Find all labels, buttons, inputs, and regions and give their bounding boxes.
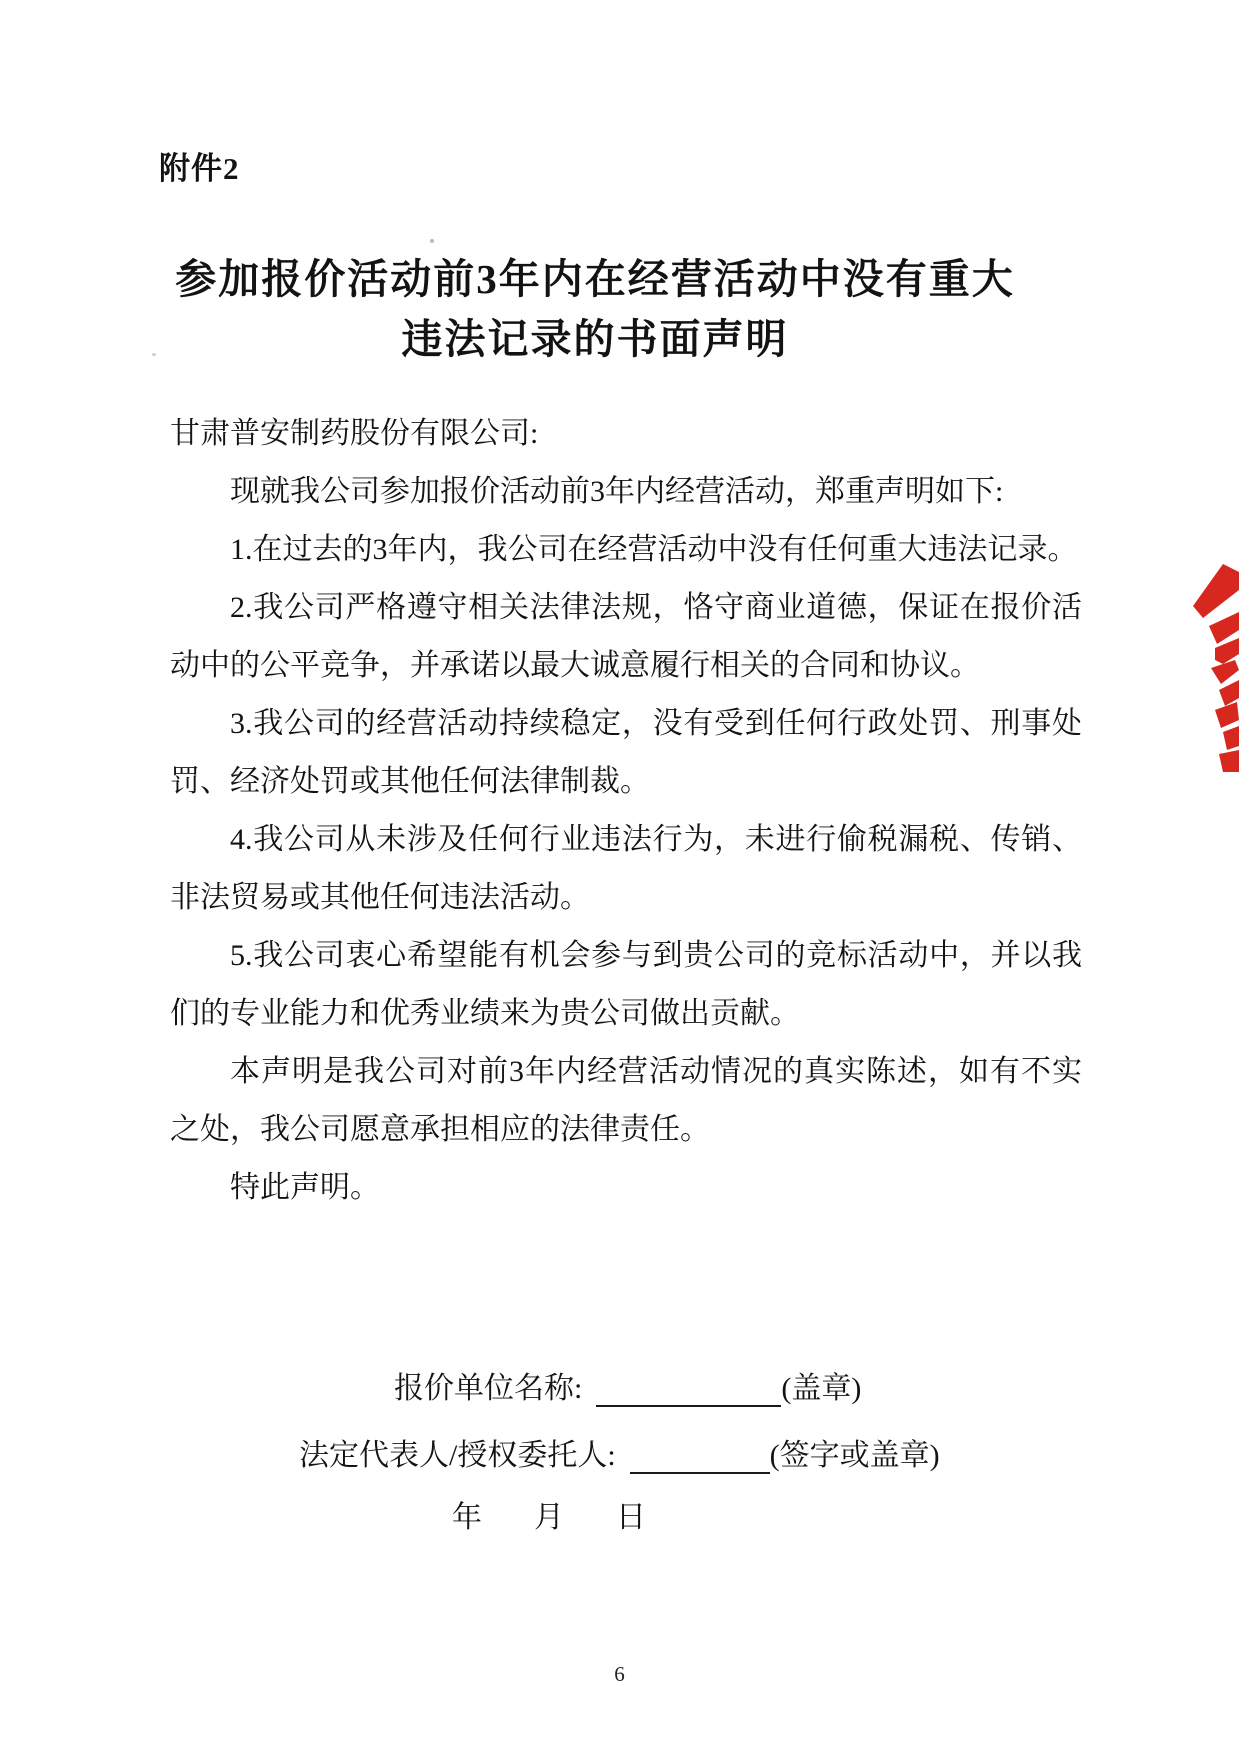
paragraph-item-2: 2.我公司严格遵守相关法律法规，恪守商业道德，保证在报价活动中的公平竞争，并承诺以最大诚意履行相关的合同和协议。 xyxy=(170,591,1082,682)
unit-seal-suffix: (盖章) xyxy=(781,1372,862,1405)
declaration-body xyxy=(170,405,1082,1217)
scan-speck xyxy=(430,239,434,243)
unit-name-label: 报价单位名称: xyxy=(394,1372,583,1405)
signature-unit-row xyxy=(394,1363,861,1407)
attachment-label: 附件2 xyxy=(159,151,240,186)
red-seal-fragment xyxy=(1189,552,1239,772)
paragraph-item-1: 1.在过去的3年内，我公司在经营活动中没有任何重大违法记录。 xyxy=(230,533,1078,566)
unit-name-blank-line xyxy=(596,1375,781,1407)
page-number: 6 xyxy=(614,1662,625,1686)
salutation: 甘肃普安制药股份有限公司: xyxy=(170,417,539,450)
document-title-line-1: 参加报价活动前3年内在经营活动中没有重大 xyxy=(175,256,1015,302)
document-title xyxy=(30,249,1160,369)
red-seal-icon xyxy=(1189,552,1239,772)
date-line xyxy=(452,1492,646,1536)
paragraph-item-4: 4.我公司从未涉及任何行业违法行为，未进行偷税漏税、传销、非法贸易或其他任何违法活动。 xyxy=(170,823,1082,914)
paragraph-item-5: 5.我公司衷心希望能有机会参与到贵公司的竞标活动中，并以我们的专业能力和优秀业绩来为贵公司做出贡献。 xyxy=(170,939,1082,1030)
date-year-label: 年 xyxy=(452,1501,482,1534)
paragraph-closing: 本声明是我公司对前3年内经营活动情况的真实陈述，如有不实之处，我公司愿意承担相应的法律责任。 xyxy=(170,1055,1082,1146)
paragraph-item-3: 3.我公司的经营活动持续稳定，没有受到任何行政处罚、刑事处罚、经济处罚或其他任何法律制裁。 xyxy=(170,707,1082,798)
scan-speck xyxy=(152,353,156,356)
paragraph-intro: 现就我公司参加报价活动前3年内经营活动，郑重声明如下: xyxy=(230,475,1004,508)
paragraph-hereby: 特此声明。 xyxy=(230,1171,380,1204)
representative-blank-line xyxy=(630,1442,770,1474)
date-day-label: 日 xyxy=(616,1501,646,1534)
representative-label: 法定代表人/授权委托人: xyxy=(299,1439,616,1472)
date-month-label: 月 xyxy=(534,1501,564,1534)
document-title-line-2: 违法记录的书面声明 xyxy=(401,316,789,362)
representative-sign-suffix: (签字或盖章) xyxy=(769,1439,940,1472)
signature-representative-row xyxy=(299,1430,940,1474)
